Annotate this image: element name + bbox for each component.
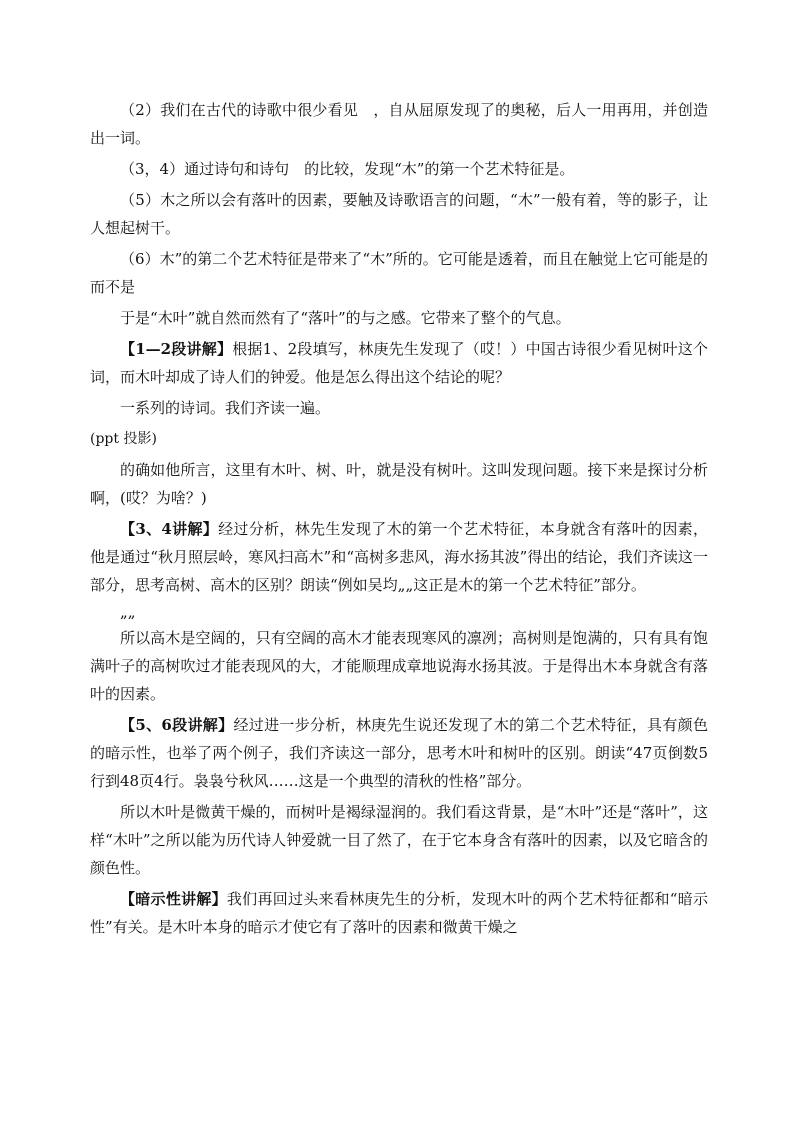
paragraph-read-aloud xyxy=(90,394,708,422)
paragraph-blank-3-4 xyxy=(90,155,708,183)
paragraph-text: (ppt 投影) xyxy=(90,431,157,447)
paragraph-text: 经过进一步分析，林庚先生说还发现了木的第二个艺术特征，具有颜色的暗示性，也举了两个例子，我们齐读这一部分，思考木叶和树叶的区别。朗读“47页倒数5行到48页4行。袅袅兮秋风……这是一个典型的清秋的性格”部分。 xyxy=(90,716,709,790)
paragraph-ppt-projection xyxy=(90,425,708,453)
paragraph-section-suggestive xyxy=(90,885,708,941)
paragraph-text: 一系列的诗词。我们齐读一遍。 xyxy=(120,399,331,417)
section-heading: 【5、6段讲解】 xyxy=(120,716,234,734)
paragraph-text: （3，4）通过诗句和诗句 的比较，发现“木”的第一个艺术特征是。 xyxy=(120,160,575,178)
paragraph-section-3-4 xyxy=(90,515,708,599)
section-heading: 【暗示性讲解】 xyxy=(120,890,227,908)
paragraph-text: „„ xyxy=(120,603,136,621)
paragraph-blank-5 xyxy=(90,186,708,242)
paragraph-text: 根据1、2段填写，林庚先生发现了（哎！）中国古诗很少看见树叶这个词，而木叶却成了诗人们的钟爱。他是怎么得出这个结论的呢？ xyxy=(90,340,709,386)
paragraph-conclusion xyxy=(90,304,708,332)
paragraph-text: 的确如他所言，这里有木叶、树、叶，就是没有树叶。这叫发现问题。接下来是探讨分析啊，(哎？为啥？) xyxy=(90,461,708,507)
paragraph-text: 于是“木叶”就自然而然有了“落叶”的与之感。它带来了整个的气息。 xyxy=(120,309,571,327)
paragraph-section-1-2 xyxy=(90,335,708,391)
paragraph-blank-2 xyxy=(90,96,708,152)
paragraph-text: （2）我们在古代的诗歌中很少看见 ，自从屈原发现了的奥秘，后人一用再用，并创造出一词。 xyxy=(90,101,708,147)
section-heading: 【1—2段讲解】 xyxy=(120,340,233,358)
paragraph-text: 我们再回过头来看林庚先生的分析，发现木叶的两个艺术特征都和“暗示性”有关。是木叶本身的暗示才使它有了落叶的因素和微黄干燥之 xyxy=(90,890,708,936)
paragraph-text: 所以高木是空阔的，只有空阔的高木才能表现寒风的凛冽；高树则是饱满的，只有具有饱满叶子的高树吹过才能表现风的大，才能顺理成章地说海水扬其波。于是得出木本身就含有落叶的因素。 xyxy=(90,629,708,703)
paragraph-section-5-6 xyxy=(90,711,708,795)
paragraph-ellipsis xyxy=(90,602,708,622)
paragraph-text: 所以木叶是微黄干燥的，而树叶是褐绿湿润的。我们看这背景，是“木叶”还是“落叶”，这样“木叶”之所以能为历代诗人钟爱就一目了然了，在于它本身含有落叶的因素，以及它暗含的颜色性。 xyxy=(90,803,708,877)
paragraph-high-wood xyxy=(90,624,708,708)
paragraph-discovery xyxy=(90,456,708,512)
paragraph-blank-6 xyxy=(90,245,708,301)
paragraph-text: 经过分析，林先生发现了木的第一个艺术特征，本身就含有落叶的因素，他是通过“秋月照层岭，寒风扫高木”和“高树多悲风，海水扬其波”得出的结论，我们齐读这一部分，思考高树、高木的区别？朗读“例如吴均„„这正是木的第一个艺术特征”部分。 xyxy=(90,520,708,594)
paragraph-text: （5）木之所以会有落叶的因素，要触及诗歌语言的问题，“木”一般有着，等的影子，让人想起树干。 xyxy=(90,191,708,237)
document-page xyxy=(90,96,708,944)
paragraph-text: （6）木”的第二个艺术特征是带来了“木”所的。它可能是透着，而且在触觉上它可能是的而不是 xyxy=(90,250,708,296)
paragraph-wood-leaves xyxy=(90,798,708,882)
section-heading: 【3、4讲解】 xyxy=(120,520,219,538)
